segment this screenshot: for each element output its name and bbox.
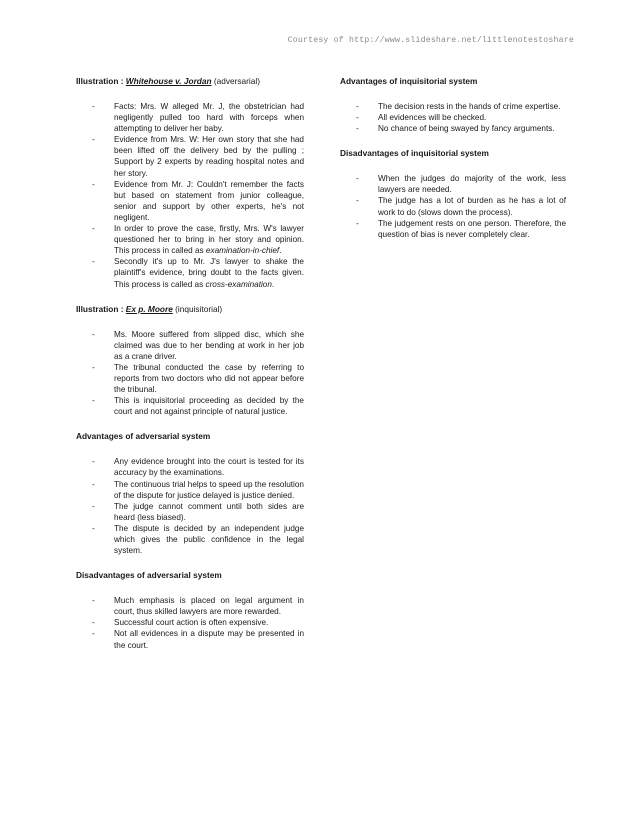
case-type-note: (adversarial)	[211, 76, 260, 86]
right-column	[340, 76, 566, 254]
bullet-dash: -	[356, 218, 359, 228]
bullet-dash: -	[92, 396, 95, 406]
bullet-dash: -	[92, 362, 95, 372]
bullet-dash: -	[92, 596, 95, 606]
list-item: - The judge has a lot of burden as he has a lot of work to do (slows down the process).	[356, 196, 566, 217]
bullet-dash: -	[356, 196, 359, 206]
bullet-dash: -	[356, 174, 359, 184]
disadvantages-inquisitorial-list	[340, 173, 566, 240]
bullet-dash: -	[92, 501, 95, 511]
list-item: - Evidence from Mrs. W: Her own story that she had been lifted off the delivery bed by the pulling ; Support by 2 experts by reading hospital notes and her story.	[92, 135, 304, 178]
disadvantages-inquisitorial-heading: Disadvantages of inquisitorial system	[340, 148, 489, 159]
list-item: - When the judges do majority of the work, less lawyers are needed.	[356, 174, 566, 195]
illustration-label: Illustration :	[76, 76, 126, 86]
illustration-moore-heading	[76, 304, 304, 315]
list-item: - No chance of being swayed by fancy arguments.	[356, 124, 555, 134]
bullet-dash: -	[356, 124, 359, 134]
list-item: - The dispute is decided by an independent judge which gives the public confidence in the legal system.	[92, 523, 304, 556]
list-item: - Evidence from Mr. J: Couldn't remember the facts but based on statement from junior colleague, senior and support by other experts, he's not negligent.	[92, 179, 304, 222]
list-item: - The continuous trial helps to speed up the resolution of the dispute for justice delayed is justice denied.	[92, 479, 304, 500]
whitehouse-list	[76, 101, 304, 290]
bullet-dash: -	[92, 457, 95, 467]
bullet-dash: -	[92, 618, 95, 628]
moore-list	[76, 329, 304, 418]
illustration-whitehouse-heading	[76, 76, 304, 87]
term-examination-in-chief: examination-in-chief	[205, 246, 280, 256]
list-item: - In order to prove the case, firstly, Mrs. W's lawyer questioned her to bring in her story and opinion. This process in called as examination-in-chief.	[92, 224, 304, 256]
list-item: - Ms. Moore suffered from slipped disc, which she claimed was due to her bending at work in her job as a crane driver.	[92, 329, 304, 361]
bullet-dash: -	[92, 179, 95, 189]
bullet-dash: -	[92, 135, 95, 145]
advantages-adversarial-list	[76, 456, 304, 556]
term-cross-examination: cross-examination	[205, 279, 272, 289]
bullet-dash: -	[92, 224, 95, 234]
bullet-dash: -	[92, 257, 95, 267]
list-item: - The judgement rests on one person. Therefore, the question of bias is never completely clear.	[356, 218, 566, 239]
disadvantages-adversarial-heading: Disadvantages of adversarial system	[76, 570, 222, 581]
list-item: - The decision rests in the hands of crime expertise.	[356, 102, 561, 111]
list-item: - Much emphasis is placed on legal argument in court, thus skilled lawyers are more rewarded.	[92, 596, 304, 617]
bullet-dash: -	[92, 479, 95, 489]
list-item: - Secondly it's up to Mr. J's lawyer to shake the plaintiff's evidence, bring doubt to the facts given. This process is called as cross-examination.	[92, 257, 304, 289]
list-item: - The tribunal conducted the case by referring to reports from two doctors who did not appear before the tribunal.	[92, 362, 304, 395]
list-item: - This is inquisitorial proceeding as decided by the court and not against principle of natural justice.	[92, 396, 304, 417]
illustration-label: Illustration :	[76, 303, 126, 314]
advantages-adversarial-heading: Advantages of adversarial system	[76, 431, 211, 442]
case-type-note: (inquisitorial)	[172, 303, 223, 314]
bullet-dash: -	[356, 102, 359, 111]
list-item: - The judge cannot comment until both sides are heard (less biased).	[92, 501, 304, 522]
list-item: - Not all evidences in a dispute may be presented in the court.	[92, 629, 304, 650]
advantages-inquisitorial-list	[340, 101, 566, 134]
bullet-dash: -	[92, 629, 95, 639]
list-item: - Any evidence brought into the court is tested for its accuracy by the examinations.	[92, 457, 304, 478]
bullet-dash: -	[92, 329, 95, 339]
list-item: - All evidences will be checked.	[356, 113, 487, 123]
disadvantages-adversarial-list	[76, 595, 304, 650]
case-name-moore: Ex p. Moore	[125, 303, 173, 314]
bullet-dash: -	[92, 102, 95, 111]
list-item: - Successful court action is often expensive.	[92, 618, 269, 628]
bullet-dash: -	[92, 523, 95, 533]
left-column	[76, 76, 304, 665]
bullet-dash: -	[356, 113, 359, 123]
list-item: - Facts: Mrs. W alleged Mr. J, the obstetrician had negligently pulled too hard with forceps when attempting to deliver her baby.	[92, 102, 304, 134]
courtesy-header: Courtesy of http://www.slideshare.net/littlenotestoshare	[287, 36, 574, 45]
advantages-inquisitorial-heading: Advantages of inquisitorial system	[340, 76, 478, 86]
case-name-whitehouse: Whitehouse v. Jordan	[125, 76, 212, 86]
